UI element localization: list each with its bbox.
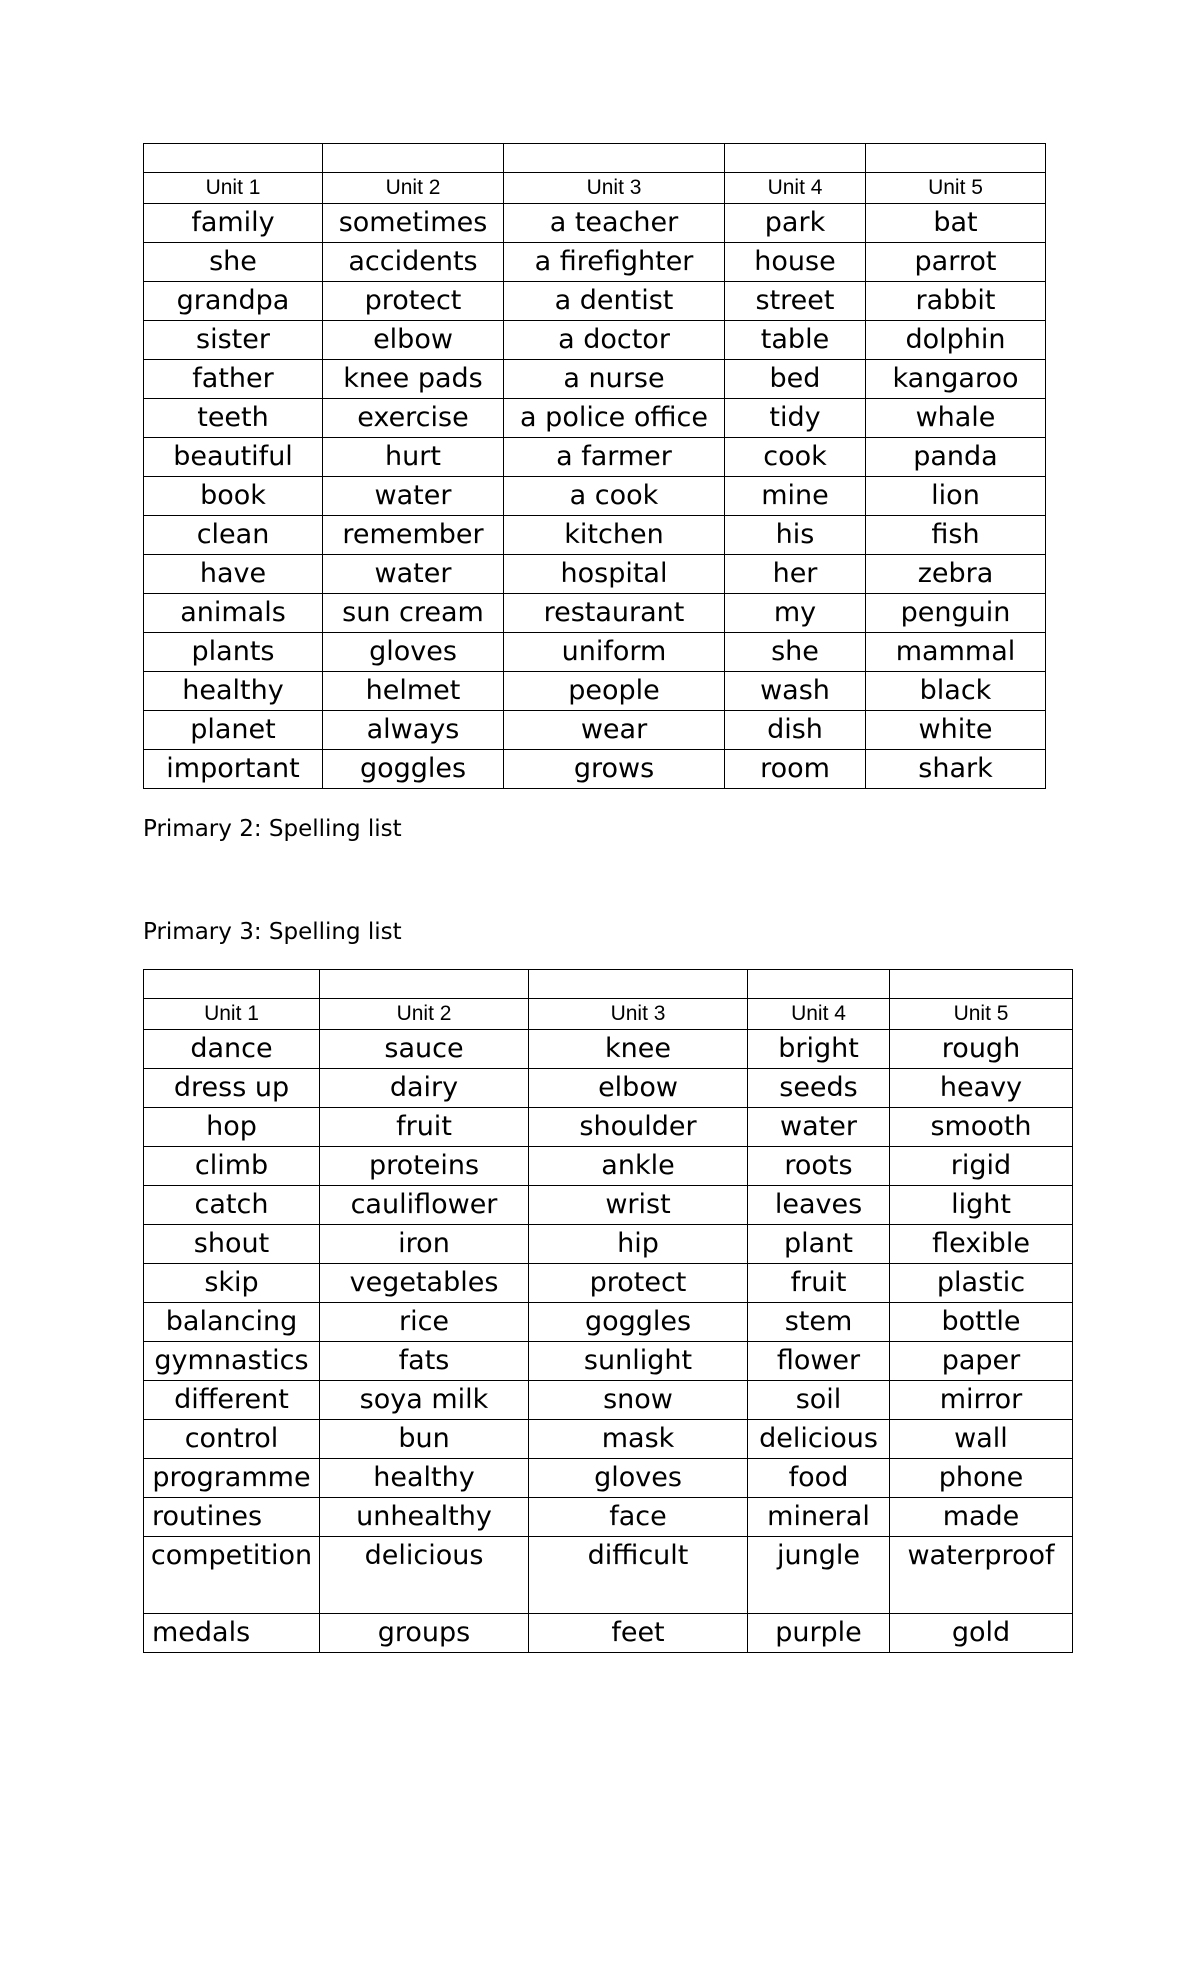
table-row — [144, 1108, 1073, 1147]
spelling-word: parrot — [866, 243, 1046, 282]
spelling-word: cook — [725, 438, 866, 477]
spelling-word: flower — [748, 1342, 890, 1381]
spelling-word: bright — [748, 1030, 890, 1069]
spelling-word: competition — [144, 1537, 320, 1614]
primary2-spelling-table — [143, 143, 1046, 789]
table-row — [144, 1186, 1073, 1225]
spelling-word: protect — [323, 282, 504, 321]
spelling-word: gymnastics — [144, 1342, 320, 1381]
spelling-word: rabbit — [866, 282, 1046, 321]
spelling-word: wrist — [529, 1186, 748, 1225]
unit-header: Unit 5 — [890, 999, 1073, 1030]
spelling-word: iron — [320, 1225, 529, 1264]
table-row — [144, 1225, 1073, 1264]
blank-cell — [504, 144, 725, 173]
spelling-word: hop — [144, 1108, 320, 1147]
spelling-word: a doctor — [504, 321, 725, 360]
spelling-word: mirror — [890, 1381, 1073, 1420]
spelling-word: shoulder — [529, 1108, 748, 1147]
spelling-word: plant — [748, 1225, 890, 1264]
unit-header: Unit 2 — [323, 173, 504, 204]
spelling-word: sister — [144, 321, 323, 360]
spelling-word: bun — [320, 1420, 529, 1459]
spelling-word: made — [890, 1498, 1073, 1537]
spelling-word: healthy — [320, 1459, 529, 1498]
spelling-word: family — [144, 204, 323, 243]
spelling-word: fats — [320, 1342, 529, 1381]
spelling-word: different — [144, 1381, 320, 1420]
spelling-word: sunlight — [529, 1342, 748, 1381]
table-row — [144, 1459, 1073, 1498]
header-row — [144, 173, 1046, 204]
table-row — [144, 1498, 1073, 1537]
blank-cell — [320, 970, 529, 999]
table-row — [144, 1030, 1073, 1069]
table-row — [144, 360, 1046, 399]
spelling-word: gloves — [323, 633, 504, 672]
table-row — [144, 633, 1046, 672]
spelling-word: a firefighter — [504, 243, 725, 282]
spelling-word: uniform — [504, 633, 725, 672]
spelling-word: accidents — [323, 243, 504, 282]
spelling-word: delicious — [320, 1537, 529, 1614]
unit-header: Unit 1 — [144, 173, 323, 204]
spelling-word: my — [725, 594, 866, 633]
unit-header: Unit 2 — [320, 999, 529, 1030]
table-row — [144, 243, 1046, 282]
spelling-word: unhealthy — [320, 1498, 529, 1537]
blank-cell — [529, 970, 748, 999]
spelling-word: tidy — [725, 399, 866, 438]
table-row — [144, 1614, 1073, 1653]
spelling-word: knee — [529, 1030, 748, 1069]
table-row — [144, 399, 1046, 438]
spelling-word: hurt — [323, 438, 504, 477]
spelling-word: exercise — [323, 399, 504, 438]
spelling-word: white — [866, 711, 1046, 750]
blank-row — [144, 144, 1046, 173]
spelling-word: sometimes — [323, 204, 504, 243]
spelling-word: knee pads — [323, 360, 504, 399]
spelling-word: vegetables — [320, 1264, 529, 1303]
spelling-word: rice — [320, 1303, 529, 1342]
spelling-word: climb — [144, 1147, 320, 1186]
spelling-word: bat — [866, 204, 1046, 243]
spelling-word: delicious — [748, 1420, 890, 1459]
spelling-word: kitchen — [504, 516, 725, 555]
spelling-word: soil — [748, 1381, 890, 1420]
spelling-word: shark — [866, 750, 1046, 789]
spelling-word: elbow — [529, 1069, 748, 1108]
blank-cell — [890, 970, 1073, 999]
spelling-word: black — [866, 672, 1046, 711]
spelling-word: fruit — [748, 1264, 890, 1303]
table-row — [144, 1342, 1073, 1381]
spelling-word: mammal — [866, 633, 1046, 672]
spelling-word: stem — [748, 1303, 890, 1342]
spelling-word: dress up — [144, 1069, 320, 1108]
spelling-word: table — [725, 321, 866, 360]
spelling-word: proteins — [320, 1147, 529, 1186]
spelling-word: a cook — [504, 477, 725, 516]
spelling-word: cauliflower — [320, 1186, 529, 1225]
spelling-word: healthy — [144, 672, 323, 711]
blank-cell — [866, 144, 1046, 173]
spelling-word: dairy — [320, 1069, 529, 1108]
spelling-word: roots — [748, 1147, 890, 1186]
spelling-word: elbow — [323, 321, 504, 360]
spelling-word: soya milk — [320, 1381, 529, 1420]
spelling-word: wash — [725, 672, 866, 711]
spelling-word: face — [529, 1498, 748, 1537]
spelling-word: father — [144, 360, 323, 399]
spelling-word: plastic — [890, 1264, 1073, 1303]
spelling-word: protect — [529, 1264, 748, 1303]
spelling-word: important — [144, 750, 323, 789]
spelling-word: routines — [144, 1498, 320, 1537]
unit-header: Unit 5 — [866, 173, 1046, 204]
spelling-word: helmet — [323, 672, 504, 711]
spelling-word: clean — [144, 516, 323, 555]
blank-row — [144, 970, 1073, 999]
table-row — [144, 1381, 1073, 1420]
table-row — [144, 1420, 1073, 1459]
spelling-word: a nurse — [504, 360, 725, 399]
spelling-word: bed — [725, 360, 866, 399]
spelling-word: control — [144, 1420, 320, 1459]
spelling-word: feet — [529, 1614, 748, 1653]
table-row — [144, 204, 1046, 243]
spelling-word: rigid — [890, 1147, 1073, 1186]
spelling-word: sauce — [320, 1030, 529, 1069]
table-row — [144, 1537, 1073, 1614]
spelling-word: food — [748, 1459, 890, 1498]
spelling-word: water — [748, 1108, 890, 1147]
blank-cell — [144, 970, 320, 999]
spelling-word: a farmer — [504, 438, 725, 477]
spelling-word: park — [725, 204, 866, 243]
spelling-word: beautiful — [144, 438, 323, 477]
spelling-word: goggles — [323, 750, 504, 789]
spelling-word: street — [725, 282, 866, 321]
spelling-word: skip — [144, 1264, 320, 1303]
blank-cell — [323, 144, 504, 173]
table-row — [144, 594, 1046, 633]
unit-header: Unit 3 — [529, 999, 748, 1030]
primary3-spelling-table — [143, 969, 1073, 1653]
table-row — [144, 321, 1046, 360]
spelling-word: mineral — [748, 1498, 890, 1537]
table-row — [144, 1147, 1073, 1186]
spelling-word: groups — [320, 1614, 529, 1653]
spelling-word: animals — [144, 594, 323, 633]
table-row — [144, 438, 1046, 477]
spelling-word: shout — [144, 1225, 320, 1264]
spelling-word: flexible — [890, 1225, 1073, 1264]
spelling-word: ankle — [529, 1147, 748, 1186]
spelling-word: teeth — [144, 399, 323, 438]
spelling-word: restaurant — [504, 594, 725, 633]
spelling-word: water — [323, 477, 504, 516]
unit-header: Unit 4 — [725, 173, 866, 204]
unit-header: Unit 4 — [748, 999, 890, 1030]
spelling-word: kangaroo — [866, 360, 1046, 399]
spelling-word: her — [725, 555, 866, 594]
spelling-word: house — [725, 243, 866, 282]
spelling-word: panda — [866, 438, 1046, 477]
blank-cell — [748, 970, 890, 999]
spelling-word: gloves — [529, 1459, 748, 1498]
blank-cell — [144, 144, 323, 173]
table-row — [144, 711, 1046, 750]
table-row — [144, 516, 1046, 555]
spelling-word: paper — [890, 1342, 1073, 1381]
table-row — [144, 1303, 1073, 1342]
spelling-word: have — [144, 555, 323, 594]
spelling-word: mine — [725, 477, 866, 516]
spelling-word: gold — [890, 1614, 1073, 1653]
spelling-word: grows — [504, 750, 725, 789]
spelling-word: a teacher — [504, 204, 725, 243]
spelling-word: wear — [504, 711, 725, 750]
spelling-word: dance — [144, 1030, 320, 1069]
spelling-word: hip — [529, 1225, 748, 1264]
spelling-word: heavy — [890, 1069, 1073, 1108]
spelling-word: dolphin — [866, 321, 1046, 360]
spelling-word: jungle — [748, 1537, 890, 1614]
primary2-caption: Primary 2: Spelling list — [143, 816, 402, 842]
table-row — [144, 1069, 1073, 1108]
spelling-word: lion — [866, 477, 1046, 516]
spelling-word: difficult — [529, 1537, 748, 1614]
table-row — [144, 1264, 1073, 1303]
spelling-word: light — [890, 1186, 1073, 1225]
spelling-word: waterproof — [890, 1537, 1073, 1614]
spelling-word: dish — [725, 711, 866, 750]
spelling-word: snow — [529, 1381, 748, 1420]
spelling-word: room — [725, 750, 866, 789]
spelling-word: balancing — [144, 1303, 320, 1342]
spelling-word: leaves — [748, 1186, 890, 1225]
spelling-word: smooth — [890, 1108, 1073, 1147]
spelling-word: programme — [144, 1459, 320, 1498]
spelling-word: hospital — [504, 555, 725, 594]
unit-header: Unit 1 — [144, 999, 320, 1030]
spelling-word: penguin — [866, 594, 1046, 633]
spelling-word: purple — [748, 1614, 890, 1653]
spelling-word: fruit — [320, 1108, 529, 1147]
table-row — [144, 555, 1046, 594]
spelling-word: seeds — [748, 1069, 890, 1108]
spelling-word: rough — [890, 1030, 1073, 1069]
spelling-word: catch — [144, 1186, 320, 1225]
spelling-word: phone — [890, 1459, 1073, 1498]
table-row — [144, 282, 1046, 321]
spelling-word: planet — [144, 711, 323, 750]
spelling-word: always — [323, 711, 504, 750]
spelling-word: zebra — [866, 555, 1046, 594]
table-row — [144, 477, 1046, 516]
spelling-word: she — [144, 243, 323, 282]
spelling-word: book — [144, 477, 323, 516]
spelling-word: fish — [866, 516, 1046, 555]
spelling-word: plants — [144, 633, 323, 672]
table-row — [144, 672, 1046, 711]
spelling-word: she — [725, 633, 866, 672]
table-row — [144, 750, 1046, 789]
spelling-word: sun cream — [323, 594, 504, 633]
spelling-word: grandpa — [144, 282, 323, 321]
spelling-word: medals — [144, 1614, 320, 1653]
primary3-caption: Primary 3: Spelling list — [143, 919, 402, 945]
spelling-word: his — [725, 516, 866, 555]
spelling-word: goggles — [529, 1303, 748, 1342]
spelling-word: remember — [323, 516, 504, 555]
unit-header: Unit 3 — [504, 173, 725, 204]
spelling-word: whale — [866, 399, 1046, 438]
blank-cell — [725, 144, 866, 173]
spelling-word: a dentist — [504, 282, 725, 321]
header-row — [144, 999, 1073, 1030]
spelling-word: mask — [529, 1420, 748, 1459]
spelling-word: a police office — [504, 399, 725, 438]
spelling-word: people — [504, 672, 725, 711]
spelling-word: bottle — [890, 1303, 1073, 1342]
spelling-word: water — [323, 555, 504, 594]
spelling-word: wall — [890, 1420, 1073, 1459]
